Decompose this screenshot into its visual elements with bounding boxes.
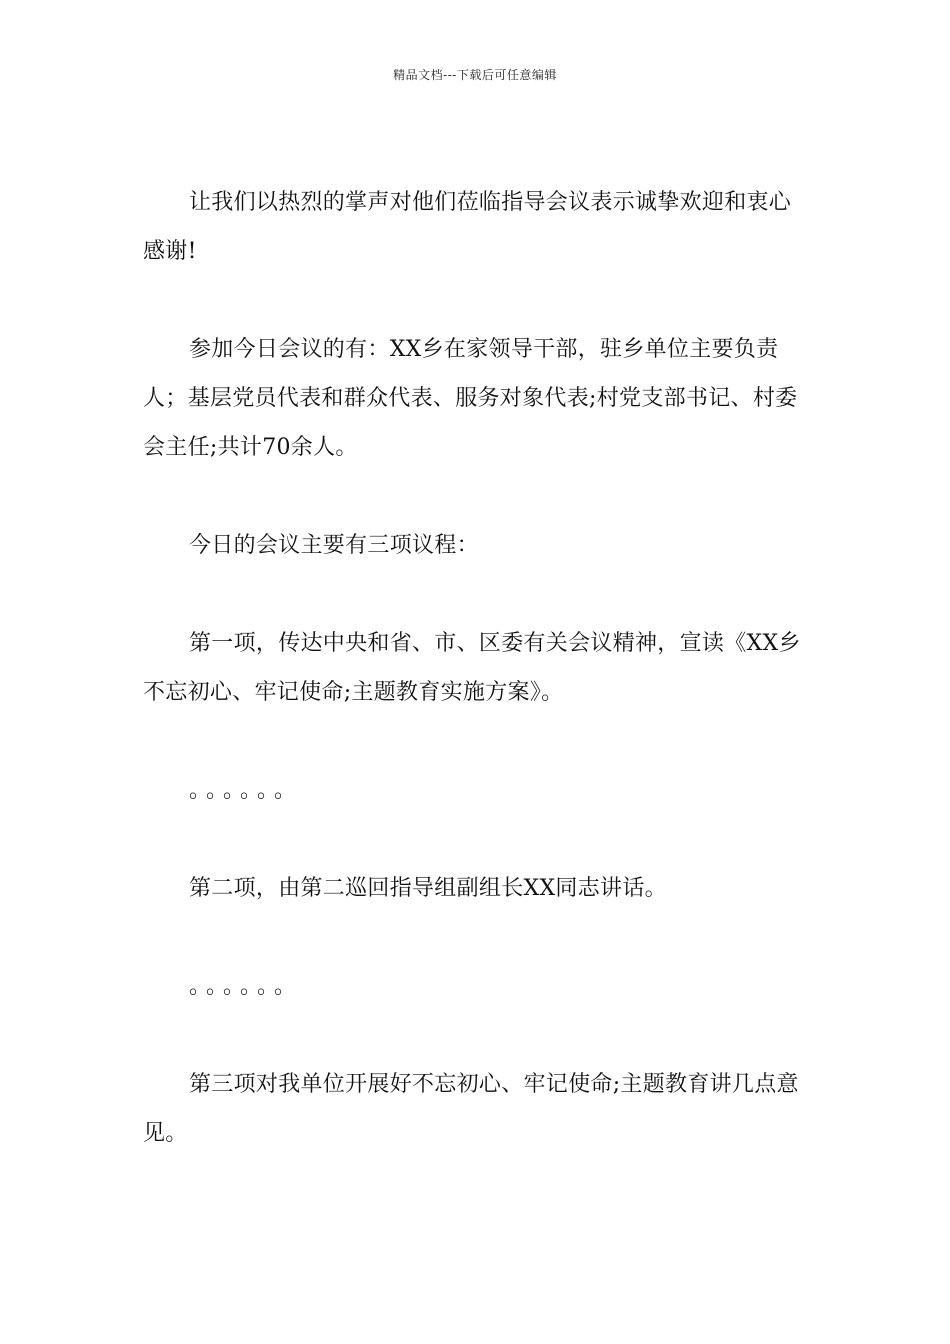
paragraph-ellipsis-1: 。。。。。。 — [189, 778, 303, 803]
paragraph-agenda-item-1: 第一项，传达中央和省、市、区委有关会议精神，宣读《XX乡不忘初心、牢记使命;主题教育实施方案》。 — [143, 631, 801, 705]
document-body — [143, 178, 808, 1158]
paragraph-agenda-item-3: 第三项对我单位开展好不忘初心、牢记使命;主题教育讲几点意见。 — [143, 1072, 799, 1146]
paragraph-gap — [143, 1011, 808, 1060]
paragraph-attendees: 参加今日会议的有：XX乡在家领导干部，驻乡单位主要负责人；基层党员代表和群众代表、服务对象代表;村党支部书记、村委会主任;共计70余人。 — [143, 337, 798, 460]
paragraph-gap — [143, 717, 808, 766]
paragraph-gap — [143, 570, 808, 619]
paragraph-agenda-intro: 今日的会议主要有三项议程： — [189, 533, 479, 558]
page-header: 精品文档---下载后可任意编辑 — [393, 68, 557, 82]
paragraph-gap — [143, 472, 808, 521]
paragraph-gap — [143, 276, 808, 325]
paragraph-gap — [143, 815, 808, 864]
paragraph-welcome: 让我们以热烈的掌声对他们莅临指导会议表示诚挚欢迎和衷心感谢! — [143, 190, 792, 264]
paragraph-agenda-item-2: 第二项，由第二巡回指导组副组长XX同志讲话。 — [189, 876, 667, 901]
paragraph-gap — [143, 913, 808, 962]
paragraph-ellipsis-2: 。。。。。。 — [189, 974, 303, 999]
